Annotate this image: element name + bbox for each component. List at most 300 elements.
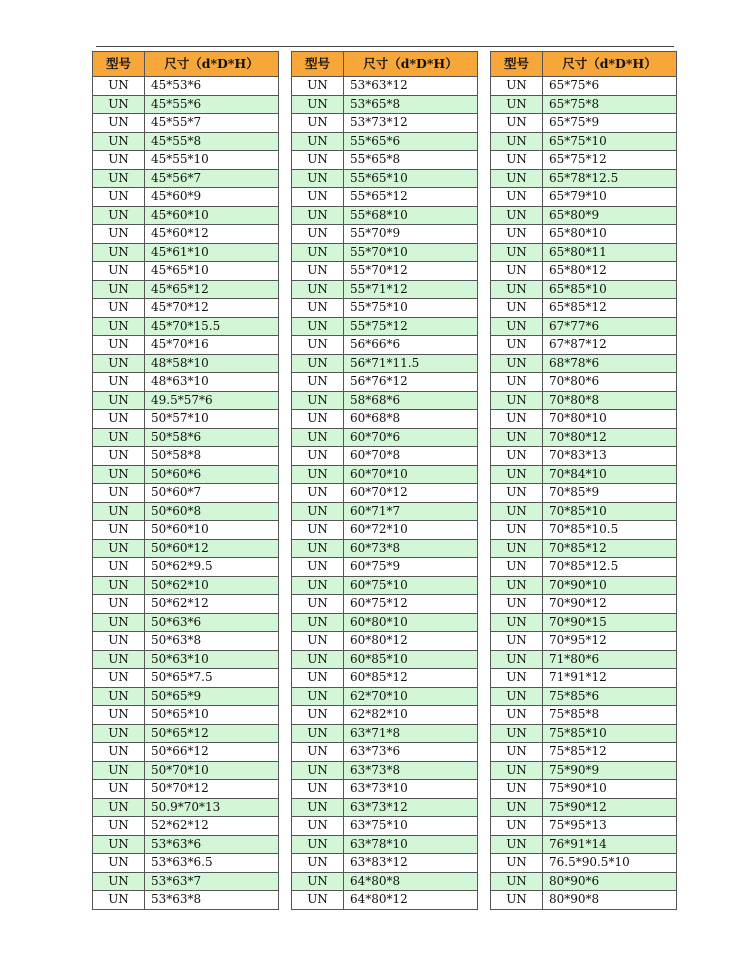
table-row: [93, 280, 279, 299]
table-row: [491, 798, 677, 817]
size-cell: 70*80*6: [543, 373, 677, 392]
model-cell: UN: [93, 354, 145, 373]
model-cell: UN: [93, 798, 145, 817]
model-cell: UN: [292, 447, 344, 466]
table-row: [292, 225, 478, 244]
table-row: [292, 817, 478, 836]
table-row: [93, 539, 279, 558]
table-row: [491, 835, 677, 854]
size-cell: 58*68*6: [344, 391, 478, 410]
size-cell: 70*95*12: [543, 632, 677, 651]
size-cell: 63*73*6: [344, 743, 478, 762]
size-cell: 70*85*10: [543, 502, 677, 521]
table-row: [292, 613, 478, 632]
size-cell: 55*65*10: [344, 169, 478, 188]
table-row: [292, 243, 478, 262]
model-cell: UN: [93, 613, 145, 632]
table-row: [292, 539, 478, 558]
model-cell: UN: [93, 854, 145, 873]
model-cell: UN: [93, 872, 145, 891]
model-cell: UN: [93, 817, 145, 836]
size-cell: 50*60*12: [145, 539, 279, 558]
size-cell: 65*80*12: [543, 262, 677, 281]
size-cell: 75*90*10: [543, 780, 677, 799]
table-row: [292, 114, 478, 133]
table-row: [491, 188, 677, 207]
size-cell: 50*57*10: [145, 410, 279, 429]
model-cell: UN: [491, 336, 543, 355]
table-row: [292, 465, 478, 484]
model-cell: UN: [93, 151, 145, 170]
size-cell: 65*75*8: [543, 95, 677, 114]
table-row: [93, 558, 279, 577]
model-cell: UN: [292, 687, 344, 706]
model-cell: UN: [491, 632, 543, 651]
table-row: [491, 262, 677, 281]
size-cell: 50*58*8: [145, 447, 279, 466]
size-cell: 71*91*12: [543, 669, 677, 688]
size-cell: 65*75*9: [543, 114, 677, 133]
size-cell: 70*90*12: [543, 595, 677, 614]
model-cell: UN: [292, 132, 344, 151]
table-row: [93, 206, 279, 225]
model-cell: UN: [491, 595, 543, 614]
table-row: [491, 317, 677, 336]
size-cell: 50*70*12: [145, 780, 279, 799]
model-cell: UN: [93, 391, 145, 410]
model-cell: UN: [491, 687, 543, 706]
table-row: [93, 706, 279, 725]
model-cell: UN: [93, 447, 145, 466]
table-body: [93, 77, 279, 910]
size-cell: 50*60*8: [145, 502, 279, 521]
size-cell: 65*85*12: [543, 299, 677, 318]
table-row: [491, 854, 677, 873]
size-cell: 50*63*10: [145, 650, 279, 669]
size-cell: 60*70*12: [344, 484, 478, 503]
model-cell: UN: [292, 595, 344, 614]
model-cell: UN: [491, 502, 543, 521]
table-row: [93, 891, 279, 910]
size-cell: 62*82*10: [344, 706, 478, 725]
model-cell: UN: [491, 872, 543, 891]
size-cell: 65*80*11: [543, 243, 677, 262]
table-row: [93, 391, 279, 410]
table-row: [93, 650, 279, 669]
model-cell: UN: [93, 95, 145, 114]
model-cell: UN: [93, 539, 145, 558]
model-cell: UN: [292, 521, 344, 540]
model-cell: UN: [93, 669, 145, 688]
size-cell: 45*56*7: [145, 169, 279, 188]
model-cell: UN: [292, 465, 344, 484]
size-cell: 70*85*10.5: [543, 521, 677, 540]
model-cell: UN: [292, 650, 344, 669]
table-row: [93, 835, 279, 854]
model-cell: UN: [491, 132, 543, 151]
size-cell: 45*60*9: [145, 188, 279, 207]
table-row: [491, 77, 677, 96]
size-cell: 60*75*12: [344, 595, 478, 614]
size-cell: 70*83*13: [543, 447, 677, 466]
table-row: [491, 576, 677, 595]
model-cell: UN: [93, 687, 145, 706]
size-cell: 55*65*6: [344, 132, 478, 151]
table-row: [93, 151, 279, 170]
model-cell: UN: [491, 817, 543, 836]
table-row: [292, 206, 478, 225]
model-cell: UN: [93, 576, 145, 595]
table-row: [93, 743, 279, 762]
model-cell: UN: [491, 447, 543, 466]
table-row: [93, 484, 279, 503]
model-cell: UN: [491, 724, 543, 743]
model-cell: UN: [93, 169, 145, 188]
model-cell: UN: [491, 743, 543, 762]
model-cell: UN: [93, 410, 145, 429]
table-row: [292, 280, 478, 299]
model-cell: UN: [93, 373, 145, 392]
size-cell: 76*91*14: [543, 835, 677, 854]
model-cell: UN: [93, 114, 145, 133]
size-cell: 45*55*6: [145, 95, 279, 114]
table-row: [491, 114, 677, 133]
table-row: [292, 77, 478, 96]
model-cell: UN: [93, 428, 145, 447]
table-row: [292, 484, 478, 503]
table-row: [93, 188, 279, 207]
table-row: [292, 632, 478, 651]
model-cell: UN: [292, 391, 344, 410]
header-model: 型号: [93, 52, 145, 77]
model-cell: UN: [292, 151, 344, 170]
size-cell: 68*78*6: [543, 354, 677, 373]
size-cell: 60*80*12: [344, 632, 478, 651]
size-cell: 65*85*10: [543, 280, 677, 299]
size-cell: 75*85*8: [543, 706, 677, 725]
size-cell: 70*80*8: [543, 391, 677, 410]
size-cell: 63*73*12: [344, 798, 478, 817]
size-cell: 60*85*12: [344, 669, 478, 688]
table-row: [292, 391, 478, 410]
model-cell: UN: [292, 558, 344, 577]
size-cell: 45*70*16: [145, 336, 279, 355]
table-row: [491, 465, 677, 484]
size-cell: 60*71*7: [344, 502, 478, 521]
table-row: [93, 410, 279, 429]
model-cell: UN: [491, 206, 543, 225]
table-row: [491, 558, 677, 577]
table-row: [93, 576, 279, 595]
size-cell: 60*68*8: [344, 410, 478, 429]
model-cell: UN: [292, 114, 344, 133]
size-cell: 45*60*10: [145, 206, 279, 225]
table-row: [93, 817, 279, 836]
table-row: [93, 354, 279, 373]
size-cell: 45*55*8: [145, 132, 279, 151]
model-cell: UN: [292, 95, 344, 114]
model-cell: UN: [93, 558, 145, 577]
table-row: [491, 891, 677, 910]
table-row: [93, 169, 279, 188]
size-cell: 80*90*8: [543, 891, 677, 910]
model-cell: UN: [491, 669, 543, 688]
size-cell: 55*75*12: [344, 317, 478, 336]
model-cell: UN: [292, 835, 344, 854]
table-row: [93, 225, 279, 244]
header-model: 型号: [292, 52, 344, 77]
size-cell: 50*62*9.5: [145, 558, 279, 577]
size-cell: 52*62*12: [145, 817, 279, 836]
header-model: 型号: [491, 52, 543, 77]
table-row: [491, 780, 677, 799]
model-cell: UN: [93, 724, 145, 743]
table-row: [93, 613, 279, 632]
model-cell: UN: [491, 262, 543, 281]
model-cell: UN: [93, 188, 145, 207]
model-cell: UN: [491, 169, 543, 188]
table-body: [491, 77, 677, 910]
size-cell: 50*63*8: [145, 632, 279, 651]
table-body: [292, 77, 478, 910]
model-cell: UN: [491, 706, 543, 725]
table-row: [491, 336, 677, 355]
spec-table-2: [291, 51, 478, 910]
model-cell: UN: [93, 243, 145, 262]
model-cell: UN: [93, 502, 145, 521]
model-cell: UN: [93, 891, 145, 910]
model-cell: UN: [292, 539, 344, 558]
model-cell: UN: [93, 595, 145, 614]
size-cell: 48*63*10: [145, 373, 279, 392]
table-row: [491, 632, 677, 651]
table-row: [93, 447, 279, 466]
header-size: 尺寸（d*D*H）: [344, 52, 478, 77]
size-cell: 50*66*12: [145, 743, 279, 762]
size-cell: 75*90*12: [543, 798, 677, 817]
model-cell: UN: [292, 317, 344, 336]
size-cell: 70*85*12: [543, 539, 677, 558]
size-cell: 70*90*10: [543, 576, 677, 595]
table-row: [491, 817, 677, 836]
table-row: [491, 743, 677, 762]
model-cell: UN: [491, 151, 543, 170]
model-cell: UN: [292, 188, 344, 207]
model-cell: UN: [491, 484, 543, 503]
model-cell: UN: [292, 243, 344, 262]
size-cell: 50.9*70*13: [145, 798, 279, 817]
model-cell: UN: [491, 854, 543, 873]
table-row: [292, 558, 478, 577]
model-cell: UN: [491, 354, 543, 373]
table-row: [292, 317, 478, 336]
size-cell: 65*80*9: [543, 206, 677, 225]
size-cell: 64*80*8: [344, 872, 478, 891]
model-cell: UN: [491, 391, 543, 410]
model-cell: UN: [93, 77, 145, 96]
size-cell: 56*66*6: [344, 336, 478, 355]
table-row: [93, 521, 279, 540]
size-cell: 55*65*12: [344, 188, 478, 207]
table-row: [93, 595, 279, 614]
table-row: [292, 669, 478, 688]
model-cell: UN: [292, 576, 344, 595]
table-row: [491, 299, 677, 318]
size-cell: 50*60*10: [145, 521, 279, 540]
size-cell: 45*55*7: [145, 114, 279, 133]
table-row: [93, 632, 279, 651]
model-cell: UN: [292, 502, 344, 521]
size-cell: 60*73*8: [344, 539, 478, 558]
table-row: [491, 169, 677, 188]
table-row: [93, 428, 279, 447]
model-cell: UN: [292, 817, 344, 836]
table-row: [491, 872, 677, 891]
model-cell: UN: [93, 743, 145, 762]
size-cell: 45*65*10: [145, 262, 279, 281]
model-cell: UN: [292, 632, 344, 651]
model-cell: UN: [292, 299, 344, 318]
size-cell: 50*65*7.5: [145, 669, 279, 688]
model-cell: UN: [292, 280, 344, 299]
table-row: [93, 317, 279, 336]
size-cell: 60*75*9: [344, 558, 478, 577]
size-cell: 53*63*6.5: [145, 854, 279, 873]
size-cell: 56*76*12: [344, 373, 478, 392]
model-cell: UN: [491, 650, 543, 669]
table-row: [491, 280, 677, 299]
model-cell: UN: [491, 410, 543, 429]
model-cell: UN: [292, 354, 344, 373]
model-cell: UN: [292, 669, 344, 688]
size-cell: 60*85*10: [344, 650, 478, 669]
size-cell: 50*65*10: [145, 706, 279, 725]
size-cell: 55*68*10: [344, 206, 478, 225]
model-cell: UN: [491, 465, 543, 484]
model-cell: UN: [93, 280, 145, 299]
table-row: [292, 299, 478, 318]
model-cell: UN: [292, 206, 344, 225]
size-cell: 50*65*12: [145, 724, 279, 743]
model-cell: UN: [491, 243, 543, 262]
table-row: [292, 188, 478, 207]
size-cell: 56*71*11.5: [344, 354, 478, 373]
table-row: [93, 465, 279, 484]
model-cell: UN: [93, 262, 145, 281]
table-row: [93, 798, 279, 817]
size-tables: [92, 51, 677, 910]
size-cell: 45*53*6: [145, 77, 279, 96]
size-cell: 75*85*12: [543, 743, 677, 762]
table-row: [491, 706, 677, 725]
size-cell: 67*87*12: [543, 336, 677, 355]
size-cell: 63*83*12: [344, 854, 478, 873]
size-cell: 71*80*6: [543, 650, 677, 669]
model-cell: UN: [93, 706, 145, 725]
model-cell: UN: [491, 798, 543, 817]
table-row: [292, 761, 478, 780]
model-cell: UN: [292, 743, 344, 762]
size-cell: 53*63*7: [145, 872, 279, 891]
table-row: [292, 521, 478, 540]
size-cell: 75*90*9: [543, 761, 677, 780]
table-row: [93, 854, 279, 873]
model-cell: UN: [292, 410, 344, 429]
size-cell: 53*63*8: [145, 891, 279, 910]
table-row: [292, 336, 478, 355]
table-row: [93, 872, 279, 891]
model-cell: UN: [93, 317, 145, 336]
table-row: [491, 484, 677, 503]
table-row: [292, 891, 478, 910]
model-cell: UN: [93, 835, 145, 854]
size-cell: 65*75*12: [543, 151, 677, 170]
size-cell: 49.5*57*6: [145, 391, 279, 410]
model-cell: UN: [491, 188, 543, 207]
size-cell: 63*73*10: [344, 780, 478, 799]
model-cell: UN: [93, 780, 145, 799]
model-cell: UN: [292, 613, 344, 632]
table-row: [93, 687, 279, 706]
table-row: [292, 410, 478, 429]
size-cell: 50*60*7: [145, 484, 279, 503]
size-cell: 55*71*12: [344, 280, 478, 299]
size-cell: 53*63*12: [344, 77, 478, 96]
size-cell: 63*75*10: [344, 817, 478, 836]
table-row: [93, 132, 279, 151]
table-row: [292, 743, 478, 762]
model-cell: UN: [491, 280, 543, 299]
model-cell: UN: [491, 225, 543, 244]
table-row: [292, 595, 478, 614]
size-cell: 75*85*6: [543, 687, 677, 706]
model-cell: UN: [491, 428, 543, 447]
size-cell: 60*70*8: [344, 447, 478, 466]
size-cell: 50*63*6: [145, 613, 279, 632]
size-cell: 70*84*10: [543, 465, 677, 484]
size-cell: 70*80*12: [543, 428, 677, 447]
table-row: [292, 872, 478, 891]
table-row: [93, 299, 279, 318]
table-row: [292, 95, 478, 114]
model-cell: UN: [93, 521, 145, 540]
size-cell: 62*70*10: [344, 687, 478, 706]
model-cell: UN: [292, 780, 344, 799]
size-cell: 45*70*15.5: [145, 317, 279, 336]
table-row: [292, 576, 478, 595]
model-cell: UN: [93, 761, 145, 780]
model-cell: UN: [292, 373, 344, 392]
table-row: [292, 354, 478, 373]
size-cell: 50*58*6: [145, 428, 279, 447]
table-row: [93, 724, 279, 743]
table-row: [93, 77, 279, 96]
size-cell: 65*80*10: [543, 225, 677, 244]
table-row: [93, 780, 279, 799]
model-cell: UN: [491, 576, 543, 595]
size-cell: 65*79*10: [543, 188, 677, 207]
model-cell: UN: [93, 650, 145, 669]
model-cell: UN: [93, 206, 145, 225]
table-row: [292, 780, 478, 799]
model-cell: UN: [491, 373, 543, 392]
table-row: [93, 95, 279, 114]
table-row: [491, 391, 677, 410]
table-row: [93, 373, 279, 392]
header-row: [292, 52, 478, 77]
table-row: [491, 613, 677, 632]
table-row: [491, 206, 677, 225]
